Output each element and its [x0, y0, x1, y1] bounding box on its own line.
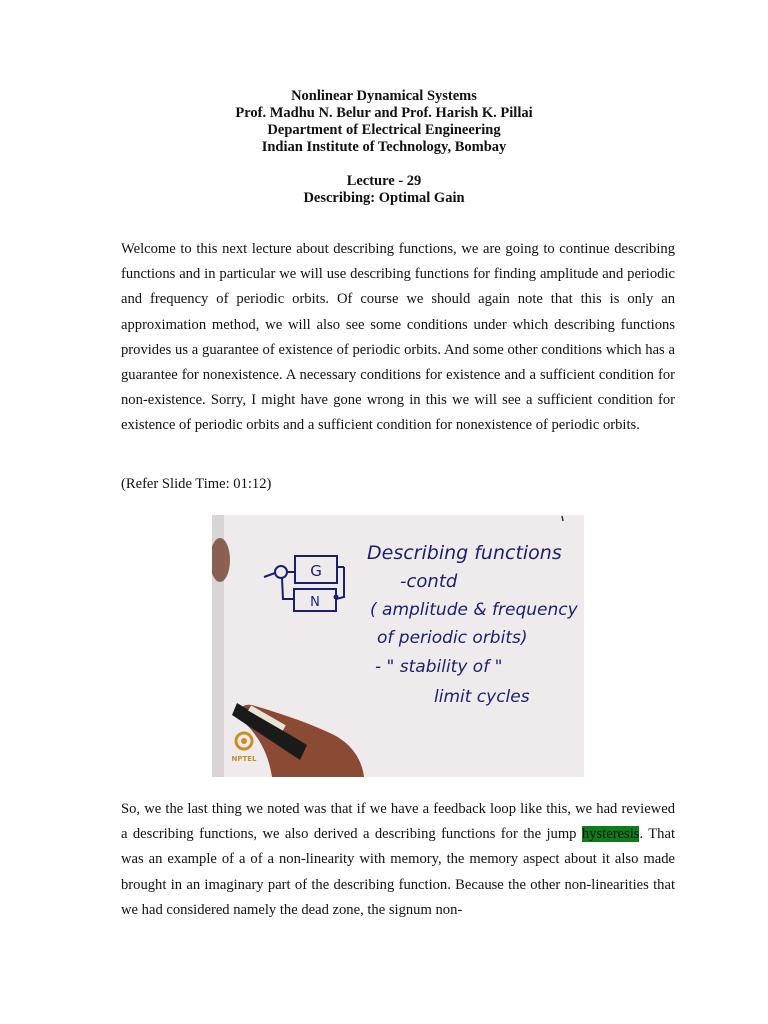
block-g-label: G	[310, 562, 322, 580]
nptel-logo-text: NPTEL	[231, 755, 257, 763]
handwriting-line-3: ( amplitude & frequency	[370, 600, 578, 620]
lecture-block	[0, 173, 768, 207]
lecture-slide-image	[212, 515, 584, 777]
lecture-title: Describing: Optimal Gain	[303, 190, 465, 206]
lecture-number: Lecture - 29	[346, 173, 422, 189]
handwriting-line-5: - " stability of "	[375, 657, 503, 677]
handwriting-line-2: -contd	[400, 571, 458, 592]
refer-slide-time: (Refer Slide Time: 01:12)	[121, 476, 272, 492]
handwriting-line-6: limit cycles	[434, 687, 530, 707]
handwriting-line-1: Describing functions	[367, 542, 562, 564]
body-paragraph	[121, 797, 675, 923]
professors: Prof. Madhu N. Belur and Prof. Harish K. Pillai	[235, 105, 533, 121]
lecture-header	[0, 88, 768, 207]
institute: Indian Institute of Technology, Bombay	[261, 139, 507, 155]
body-text-start: So, we the last thing we noted was that if we have a feedback loop like this, we had reviewed a describing functions, we also derived a describing functions for the jump	[121, 801, 675, 843]
intro-paragraph: Welcome to this next lecture about describing functions, we are going to continue describing functions and in particular we will use describing functions for finding amplitude and periodic and frequency of periodic orbits. Of course we should again note that this is only an approximation method, we will also see some conditions under which describing functions provides us a guarantee of existence of periodic orbits. And some other conditions which has a guarantee for nonexistence. A necessary conditions for existence and a sufficient condition for non-existence. Sorry, I might have gone wrong in this we will see a sufficient condition for existence of periodic orbits and a sufficient condition for nonexistence of periodic orbits.	[121, 241, 675, 434]
course-title: Nonlinear Dynamical Systems	[291, 88, 477, 104]
slide-drawing	[212, 515, 584, 777]
block-n-label: N	[310, 595, 320, 610]
body-text-end: . That was an example of a of a non-linearity with memory, the memory aspect about it also made brought in an imaginary part of the describing function. Because the other non-linearities that we had considered namely the dead zone, the signum non-	[121, 826, 675, 918]
highlighted-word: hysteresis	[581, 826, 640, 843]
department: Department of Electrical Engineering	[267, 122, 501, 138]
handwriting-line-4: of periodic orbits)	[377, 628, 528, 648]
